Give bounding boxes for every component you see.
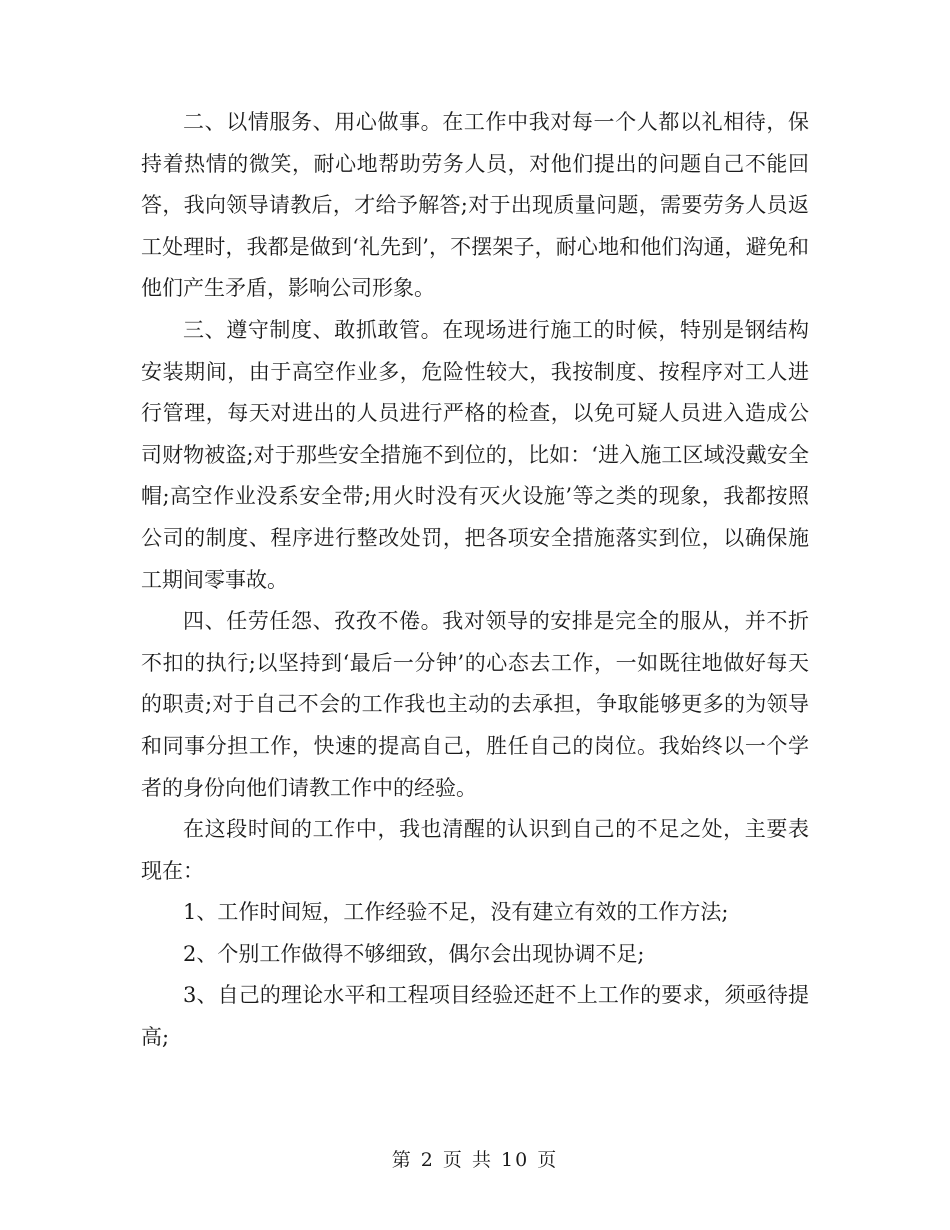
list-item-shortcoming-1: 1、工作时间短，工作经验不足，没有建立有效的工作方法;: [183, 900, 729, 925]
list-item-shortcoming-2: 2、个别工作做得不够细致，偶尔会出现协调不足;: [183, 941, 645, 966]
paragraph-service: 二、以情服务、用心做事。在工作中我对每一个人都以礼相待，保持着热情的微笑，耐心地帮助劳务人员，对他们提出的问题自己不能回答，我向领导请教后，才给予解答;对于出现质量问题，需要劳务人员返工处理时，我都是做到‘礼先到’，不摆架子，耐心地和他们沟通，避免和他们产生矛盾，影响公司形象。: [141, 110, 809, 301]
paragraph-diligence: 四、任劳任怨、孜孜不倦。我对领导的安排是完全的服从，并不折不扣的执行;以坚持到‘最后一分钟’的心态去工作，一如既往地做好每天的职责;对于自己不会的工作我也主动的去承担，争取能够更多的为领导和同事分担工作，快速的提高自己，胜任自己的岗位。我始终以一个学者的身份向他们请教工作中的经验。: [141, 609, 809, 800]
list-item-shortcoming-3: 3、自己的理论水平和工程项目经验还赶不上工作的要求，须亟待提高;: [141, 983, 809, 1050]
page-number-footer: 第 2 页 共 10 页: [391, 1149, 559, 1171]
paragraph-regulations: 三、遵守制度、敢抓敢管。在现场进行施工的时候，特别是钢结构安装期间，由于高空作业多，危险性较大，我按制度、按程序对工人进行管理，每天对进出的人员进行严格的检查，以免可疑人员进入造成公司财物被盗;对于那些安全措施不到位的，比如：‘进入施工区域没戴安全帽;高空作业没系安全带;用火时没有灭火设施’等之类的现象，我都按照公司的制度、程序进行整改处罚，把各项安全措施落实到位，以确保施工期间零事故。: [141, 317, 809, 592]
document-body: [141, 102, 809, 1059]
paragraph-shortcomings-intro: 在这段时间的工作中，我也清醒的认识到自己的不足之处，主要表现在：: [141, 817, 809, 883]
